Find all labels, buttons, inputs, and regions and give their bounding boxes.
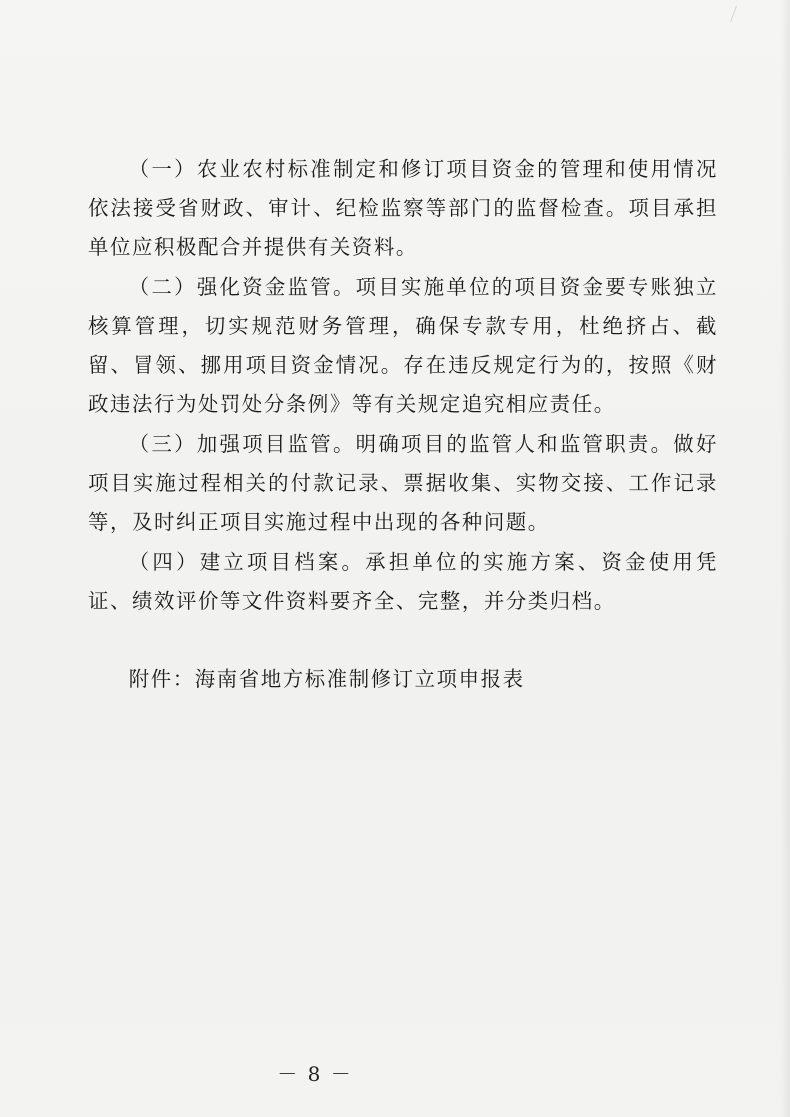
- scan-mark: [730, 6, 747, 22]
- page-number: [0, 1058, 790, 1087]
- page-number-text: － 8 －: [277, 1062, 353, 1086]
- paragraph-3: （三）加强项目监管。明确项目的监管人和监管职责。做好项目实施过程相关的付款记录、票据收集、实物交接、工作记录等，及时纠正项目实施过程中出现的各种问题。: [88, 432, 718, 534]
- paragraph-1: （一）农业农村标准制定和修订项目资金的管理和使用情况依法接受省财政、审计、纪检监察等部门的监督检查。项目承担单位应积极配合并提供有关资料。: [88, 157, 718, 259]
- attachment-line: 附件：海南省地方标准制修订立项申报表: [128, 667, 525, 691]
- page-edge-shadow: [780, 0, 790, 1117]
- paragraph-4: （四）建立项目档案。承担单位的实施方案、资金使用凭证、绩效评价等文件资料要齐全、完整，并分类归档。: [88, 550, 718, 613]
- paragraph-2: （二）强化资金监管。项目实施单位的项目资金要专账独立核算管理，切实规范财务管理，确保专款专用，杜绝挤占、截留、冒领、挪用项目资金情况。存在违反规定行为的，按照《财政违法行为处罚处分条例》等有关规定追究相应责任。: [88, 275, 718, 416]
